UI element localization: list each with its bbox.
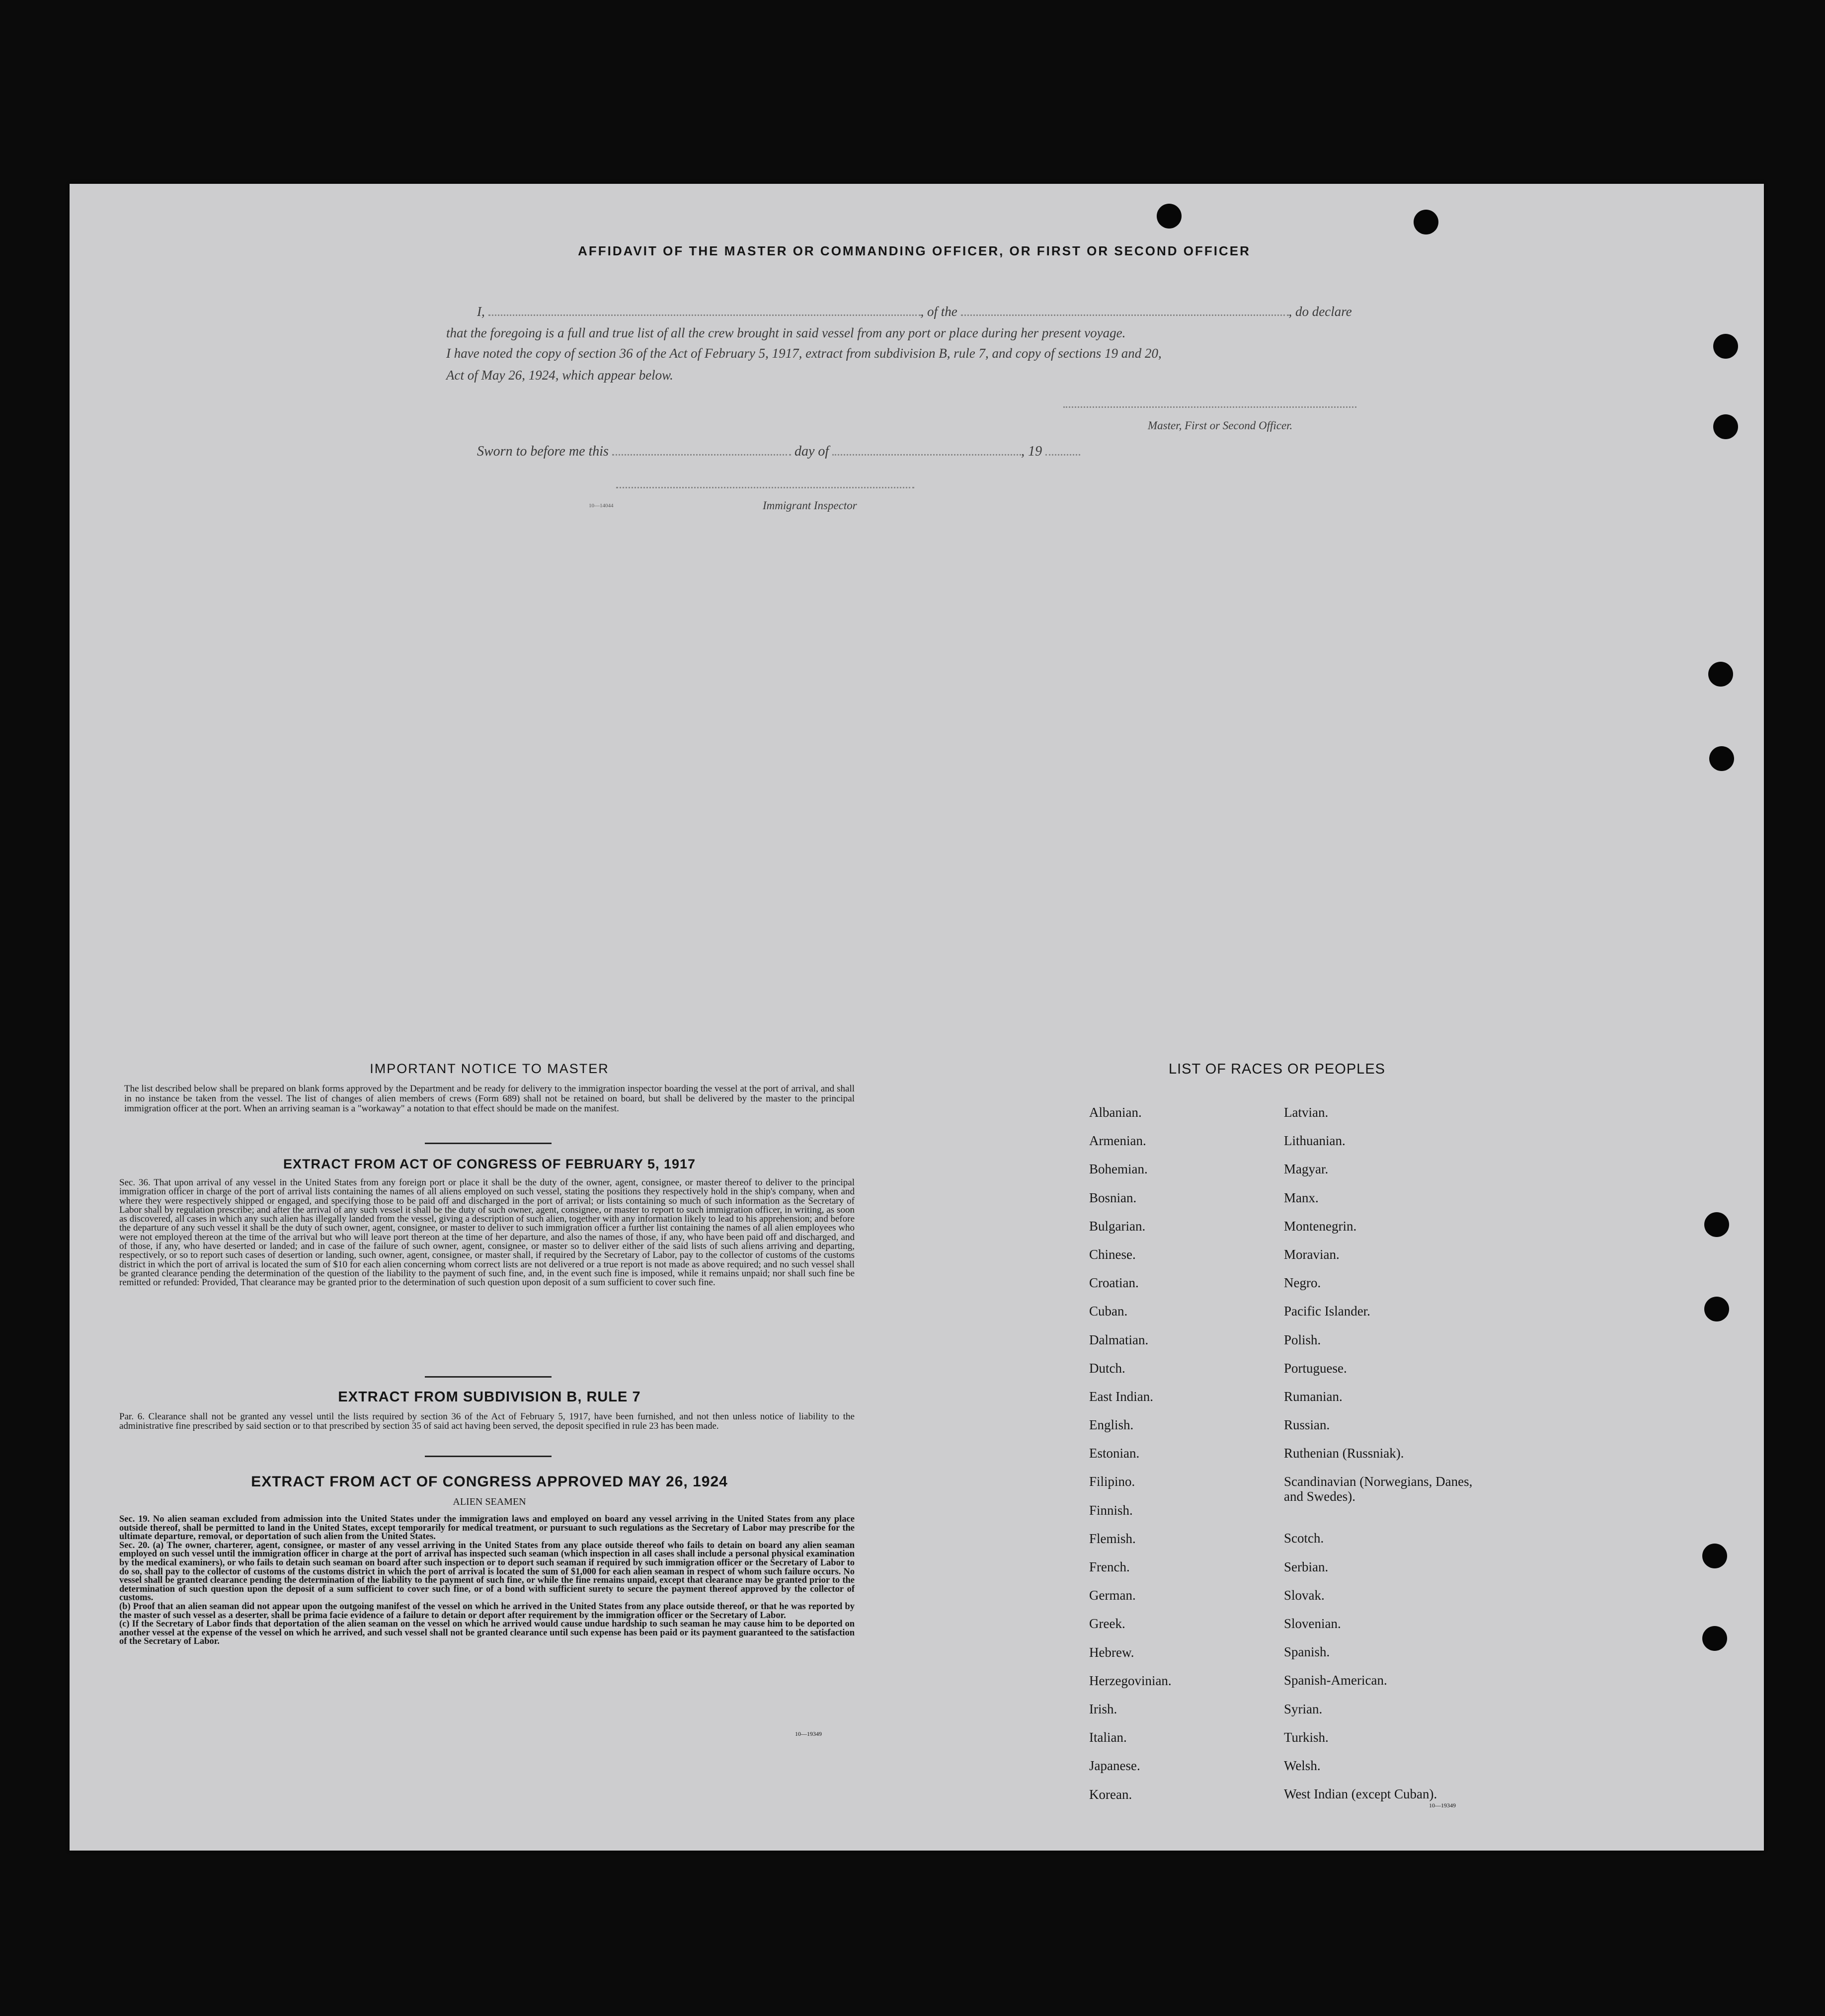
race-item: Italian. bbox=[1089, 1730, 1127, 1745]
punch-hole bbox=[1702, 1544, 1727, 1568]
affidavit-of-the: , of the bbox=[920, 304, 957, 319]
race-item: Negro. bbox=[1284, 1275, 1321, 1291]
race-item: Scandinavian (Norwegians, Danes, and Swedes). bbox=[1284, 1474, 1473, 1504]
affidavit-declare: , do declare bbox=[1288, 304, 1352, 319]
inspector-signature-line[interactable] bbox=[616, 487, 914, 488]
race-item: German. bbox=[1089, 1588, 1136, 1603]
race-item: Manx. bbox=[1284, 1190, 1319, 1205]
race-item: English. bbox=[1089, 1417, 1134, 1433]
race-item: Rumanian. bbox=[1284, 1389, 1343, 1404]
races-column-1 bbox=[1089, 1105, 1253, 1815]
race-item: Korean. bbox=[1089, 1786, 1132, 1802]
extract-1917-title: EXTRACT FROM ACT OF CONGRESS OF FEBRUARY 5, 1917 bbox=[283, 1157, 696, 1171]
name-field[interactable] bbox=[488, 314, 921, 316]
signature-label: Master, First or Second Officer. bbox=[1148, 419, 1293, 432]
affidavit-form-code: 10—14044 bbox=[589, 503, 614, 509]
year-prefix: , 19 bbox=[1021, 444, 1042, 459]
race-item: Slovak. bbox=[1284, 1587, 1325, 1603]
section-20b-text: (b) Proof that an alien seaman did not appear upon the outgoing manifest of the vessel on which he arrived in the United States from any place outside thereof, or that he was reported by the master of such vessel as a deserter, shall be prima facie evidence of a failure to detain or deport after requirement by the immigration officer or the Secretary of Labor. bbox=[119, 1601, 855, 1621]
affidavit-line-4: Act of May 26, 1924, which appear below. bbox=[446, 368, 673, 383]
extract-1924-subtitle: ALIEN SEAMEN bbox=[453, 1496, 526, 1507]
race-item: Polish. bbox=[1284, 1332, 1321, 1347]
race-item: Japanese. bbox=[1089, 1758, 1140, 1774]
race-item: Bosnian. bbox=[1089, 1190, 1137, 1205]
race-item: Turkish. bbox=[1284, 1729, 1329, 1745]
divider bbox=[425, 1143, 552, 1144]
punch-hole bbox=[1704, 1212, 1729, 1237]
section-19-text: Sec. 19. No alien seaman excluded from admission into the United States under the immigration laws and employed on board any vessel arriving in the United States from any place outside thereof, shall be permitted to land in the United States, except temporarily for medical treatment, or pursuant to such regulations as the Secretary of Labor may prescribe for the ultimate departure, removal, or deportation of such alien from the United States. bbox=[119, 1514, 855, 1542]
race-item: West Indian (except Cuban). bbox=[1284, 1786, 1437, 1802]
race-item: Estonian. bbox=[1089, 1446, 1140, 1461]
race-item: Chinese. bbox=[1089, 1246, 1136, 1262]
inspector-label: Immigrant Inspector bbox=[763, 499, 857, 512]
affidavit-line-2: that the foregoing is a full and true list of all the crew brought in said vessel from any port or place during her present voyage. bbox=[446, 325, 1126, 340]
race-item: Syrian. bbox=[1284, 1701, 1323, 1716]
race-item: Latvian. bbox=[1284, 1105, 1329, 1120]
punch-hole bbox=[1702, 1626, 1727, 1651]
race-item: Dalmatian. bbox=[1089, 1332, 1149, 1347]
race-item: Hebrew. bbox=[1089, 1644, 1134, 1660]
month-field[interactable] bbox=[832, 454, 1021, 456]
extract-rule7-title: EXTRACT FROM SUBDIVISION B, RULE 7 bbox=[338, 1389, 641, 1405]
notice-text: The list described below shall be prepared on blank forms approved by the Department and be ready for delivery to the immigration inspector boarding the vessel at the port of arrival, and shall in no instance be taken from the vessel. The list of changes of alien members of crews (Form 689) shall not be retained on board, but shall be delivered by the master to the principal immigration officer at the port. When an arriving seaman is a "workaway" a notation to that effect should be made on the manifest. bbox=[124, 1084, 855, 1114]
race-item: East Indian. bbox=[1089, 1389, 1153, 1404]
punch-hole bbox=[1713, 334, 1738, 359]
day-field[interactable] bbox=[612, 454, 791, 456]
race-item: Bohemian. bbox=[1089, 1162, 1148, 1177]
race-item: Filipino. bbox=[1089, 1474, 1135, 1489]
race-item: Albanian. bbox=[1089, 1105, 1142, 1120]
divider bbox=[425, 1376, 552, 1378]
race-item: Moravian. bbox=[1284, 1246, 1340, 1262]
race-item: Welsh. bbox=[1284, 1758, 1321, 1773]
race-item: Slovenian. bbox=[1284, 1616, 1341, 1631]
race-item: Armenian. bbox=[1089, 1133, 1146, 1149]
race-item: Finnish. bbox=[1089, 1502, 1133, 1518]
race-item: Lithuanian. bbox=[1284, 1133, 1346, 1149]
race-item: Cuban. bbox=[1089, 1304, 1128, 1319]
race-item: Flemish. bbox=[1089, 1531, 1136, 1546]
extract-form-code: 10—19349 bbox=[795, 1730, 822, 1737]
race-item: Dutch. bbox=[1089, 1360, 1125, 1376]
affidavit-line-3: I have noted the copy of section 36 of the Act of February 5, 1917, extract from subdivision B, rule 7, and copy of sections 19 and 20, bbox=[446, 346, 1162, 361]
punch-hole bbox=[1709, 746, 1734, 771]
race-item: Ruthenian (Russniak). bbox=[1284, 1446, 1404, 1461]
divider bbox=[425, 1456, 552, 1457]
race-item: Serbian. bbox=[1284, 1559, 1329, 1574]
punch-hole bbox=[1157, 204, 1182, 229]
affidavit-i: I, bbox=[477, 304, 485, 319]
race-item: Scotch. bbox=[1284, 1531, 1324, 1546]
section-20a-text: Sec. 20. (a) The owner, charterer, agent, consignee, or master of any vessel arriving in the United States from any place outside thereof who fails to detain on board any alien seaman employed on such vessel until the immigration officer in charge at the port of arrival has inspected such seaman (which inspection in all cases shall include a personal physical examination by the medical examiners), or who fails to detain such seaman on board after such inspection or to deport such seaman if required by such immigration officer or the Secretary of Labor to do so, shall pay to the collector of customs of the customs district in which the port of arrival is located the sum of $1,000 for each alien seaman in respect of whom such failure occurs. No vessel shall be granted clearance pending the determination of the liability to the payment of such fine, or while the fine remains unpaid, except that clearance may be granted prior to the determination of such question upon the deposit of a sum sufficient to cover such fine, or of a bond with sufficient surety to secure the payment thereof approved by the collector of customs. bbox=[119, 1540, 855, 1603]
year-field[interactable] bbox=[1045, 454, 1080, 456]
race-item: Portuguese. bbox=[1284, 1360, 1347, 1376]
race-item: French. bbox=[1089, 1559, 1130, 1574]
races-form-code: 10—19349 bbox=[1429, 1802, 1456, 1809]
vessel-field[interactable] bbox=[961, 314, 1289, 316]
signature-line[interactable] bbox=[1063, 406, 1356, 408]
extract-rule7-text: Par. 6. Clearance shall not be granted any vessel until the lists required by section 36 of the Act of February 5, 1917, have been furnished, and not then unless notice of liability to the administrative fine prescribed by said section or to that prescribed by section 35 of said act having been served, the deposit specified in rule 23 has been made. bbox=[119, 1411, 855, 1431]
race-item: Russian. bbox=[1284, 1417, 1330, 1433]
race-item: Greek. bbox=[1089, 1616, 1125, 1631]
affidavit-title: AFFIDAVIT OF THE MASTER OR COMMANDING OFFICER, OR FIRST OR SECOND OFFICER bbox=[578, 243, 1251, 258]
extract-1924-body bbox=[119, 1515, 855, 1646]
sworn-text: Sworn to before me this bbox=[477, 444, 609, 459]
extract-1917-text: Sec. 36. That upon arrival of any vessel in the United States from any foreign port or place it shall be the duty of the owner, agent, consignee, or master thereof to deliver to the principal immigration officer in charge of the port of arrival lists containing the names of all aliens employed on such vessel, stating the positions they respectively hold in the ship's company, when and where they were respectively shipped or engaged, and specifying those to be paid off and discharged in the port of arrival; or lists containing so much of such information as the Secretary of Labor shall by regulation prescribe; and after the arrival of any such vessel it shall be the duty of such owner, agent, consignee, or master to report to such immigration officer, in writing, as soon as discovered, all cases in which any such alien has illegally landed from the vessel, giving a description of such alien, together with any information likely to lead to his apprehension; and before the departure of any such vessel it shall be the duty of such owner, agent, consignee, or master to deliver to such immigration officer a further list containing the names of all alien employees who were not employed thereon at the time of the arrival but who will leave port thereon at the time of her departure, and also the names of those, if any, who have been paid off and discharged, and of those, if any, who have deserted or landed; and in case of the failure of such owner, agent, consignee, or master so to deliver either of the said lists of such aliens arriving and departing, respectively, or so to report such cases of desertion or landing, such owner, agent, consignee, or master shall, if required by the Secretary of Labor, pay to the collector of customs of the customs district in which the port of arrival is located the sum of $10 for each alien concerning whom correct lists are not delivered or a true report is not made as above required; and no such vessel shall be granted clearance pending the determination of the question of the liability to the payment of such fine, and, in the event such fine is imposed, while it remains unpaid; nor shall such fine be remitted or refunded: Provided, That clearance may be granted prior to the determination of such question upon deposit of a sum sufficient to cover such fine. bbox=[119, 1177, 855, 1288]
race-item: Irish. bbox=[1089, 1701, 1117, 1716]
race-item: Montenegrin. bbox=[1284, 1218, 1357, 1234]
races-column-2 bbox=[1284, 1105, 1493, 1815]
race-item: Magyar. bbox=[1284, 1162, 1329, 1177]
punch-hole bbox=[1713, 414, 1738, 439]
notice-title: IMPORTANT NOTICE TO MASTER bbox=[370, 1061, 609, 1076]
race-item: Pacific Islander. bbox=[1284, 1304, 1370, 1319]
punch-hole bbox=[1704, 1297, 1729, 1321]
affidavit-line-1 bbox=[477, 304, 1352, 319]
punch-hole bbox=[1708, 662, 1733, 687]
extract-1924-title: EXTRACT FROM ACT OF CONGRESS APPROVED MAY 26, 1924 bbox=[251, 1473, 728, 1490]
race-item: Spanish. bbox=[1284, 1644, 1330, 1660]
section-20c-text: (c) If the Secretary of Labor finds that deportation of the alien seaman on the vessel on which he arrived would cause undue hardship to such seaman he may cause him to be deported on another vessel at the expense of the vessel on which he arrived, and such vessel shall not be granted clearance until such expense has been paid or its payment guaranteed to the satisfaction of the Secretary of Labor. bbox=[119, 1619, 855, 1647]
race-item: Croatian. bbox=[1089, 1275, 1139, 1291]
punch-hole bbox=[1414, 210, 1438, 234]
race-item: Herzegovinian. bbox=[1089, 1673, 1172, 1688]
races-title: LIST OF RACES OR PEOPLES bbox=[1168, 1061, 1386, 1077]
race-item: Spanish-American. bbox=[1284, 1673, 1387, 1688]
day-of-text: day of bbox=[794, 444, 829, 459]
sworn-line bbox=[477, 444, 1080, 460]
race-item: Bulgarian. bbox=[1089, 1218, 1146, 1234]
